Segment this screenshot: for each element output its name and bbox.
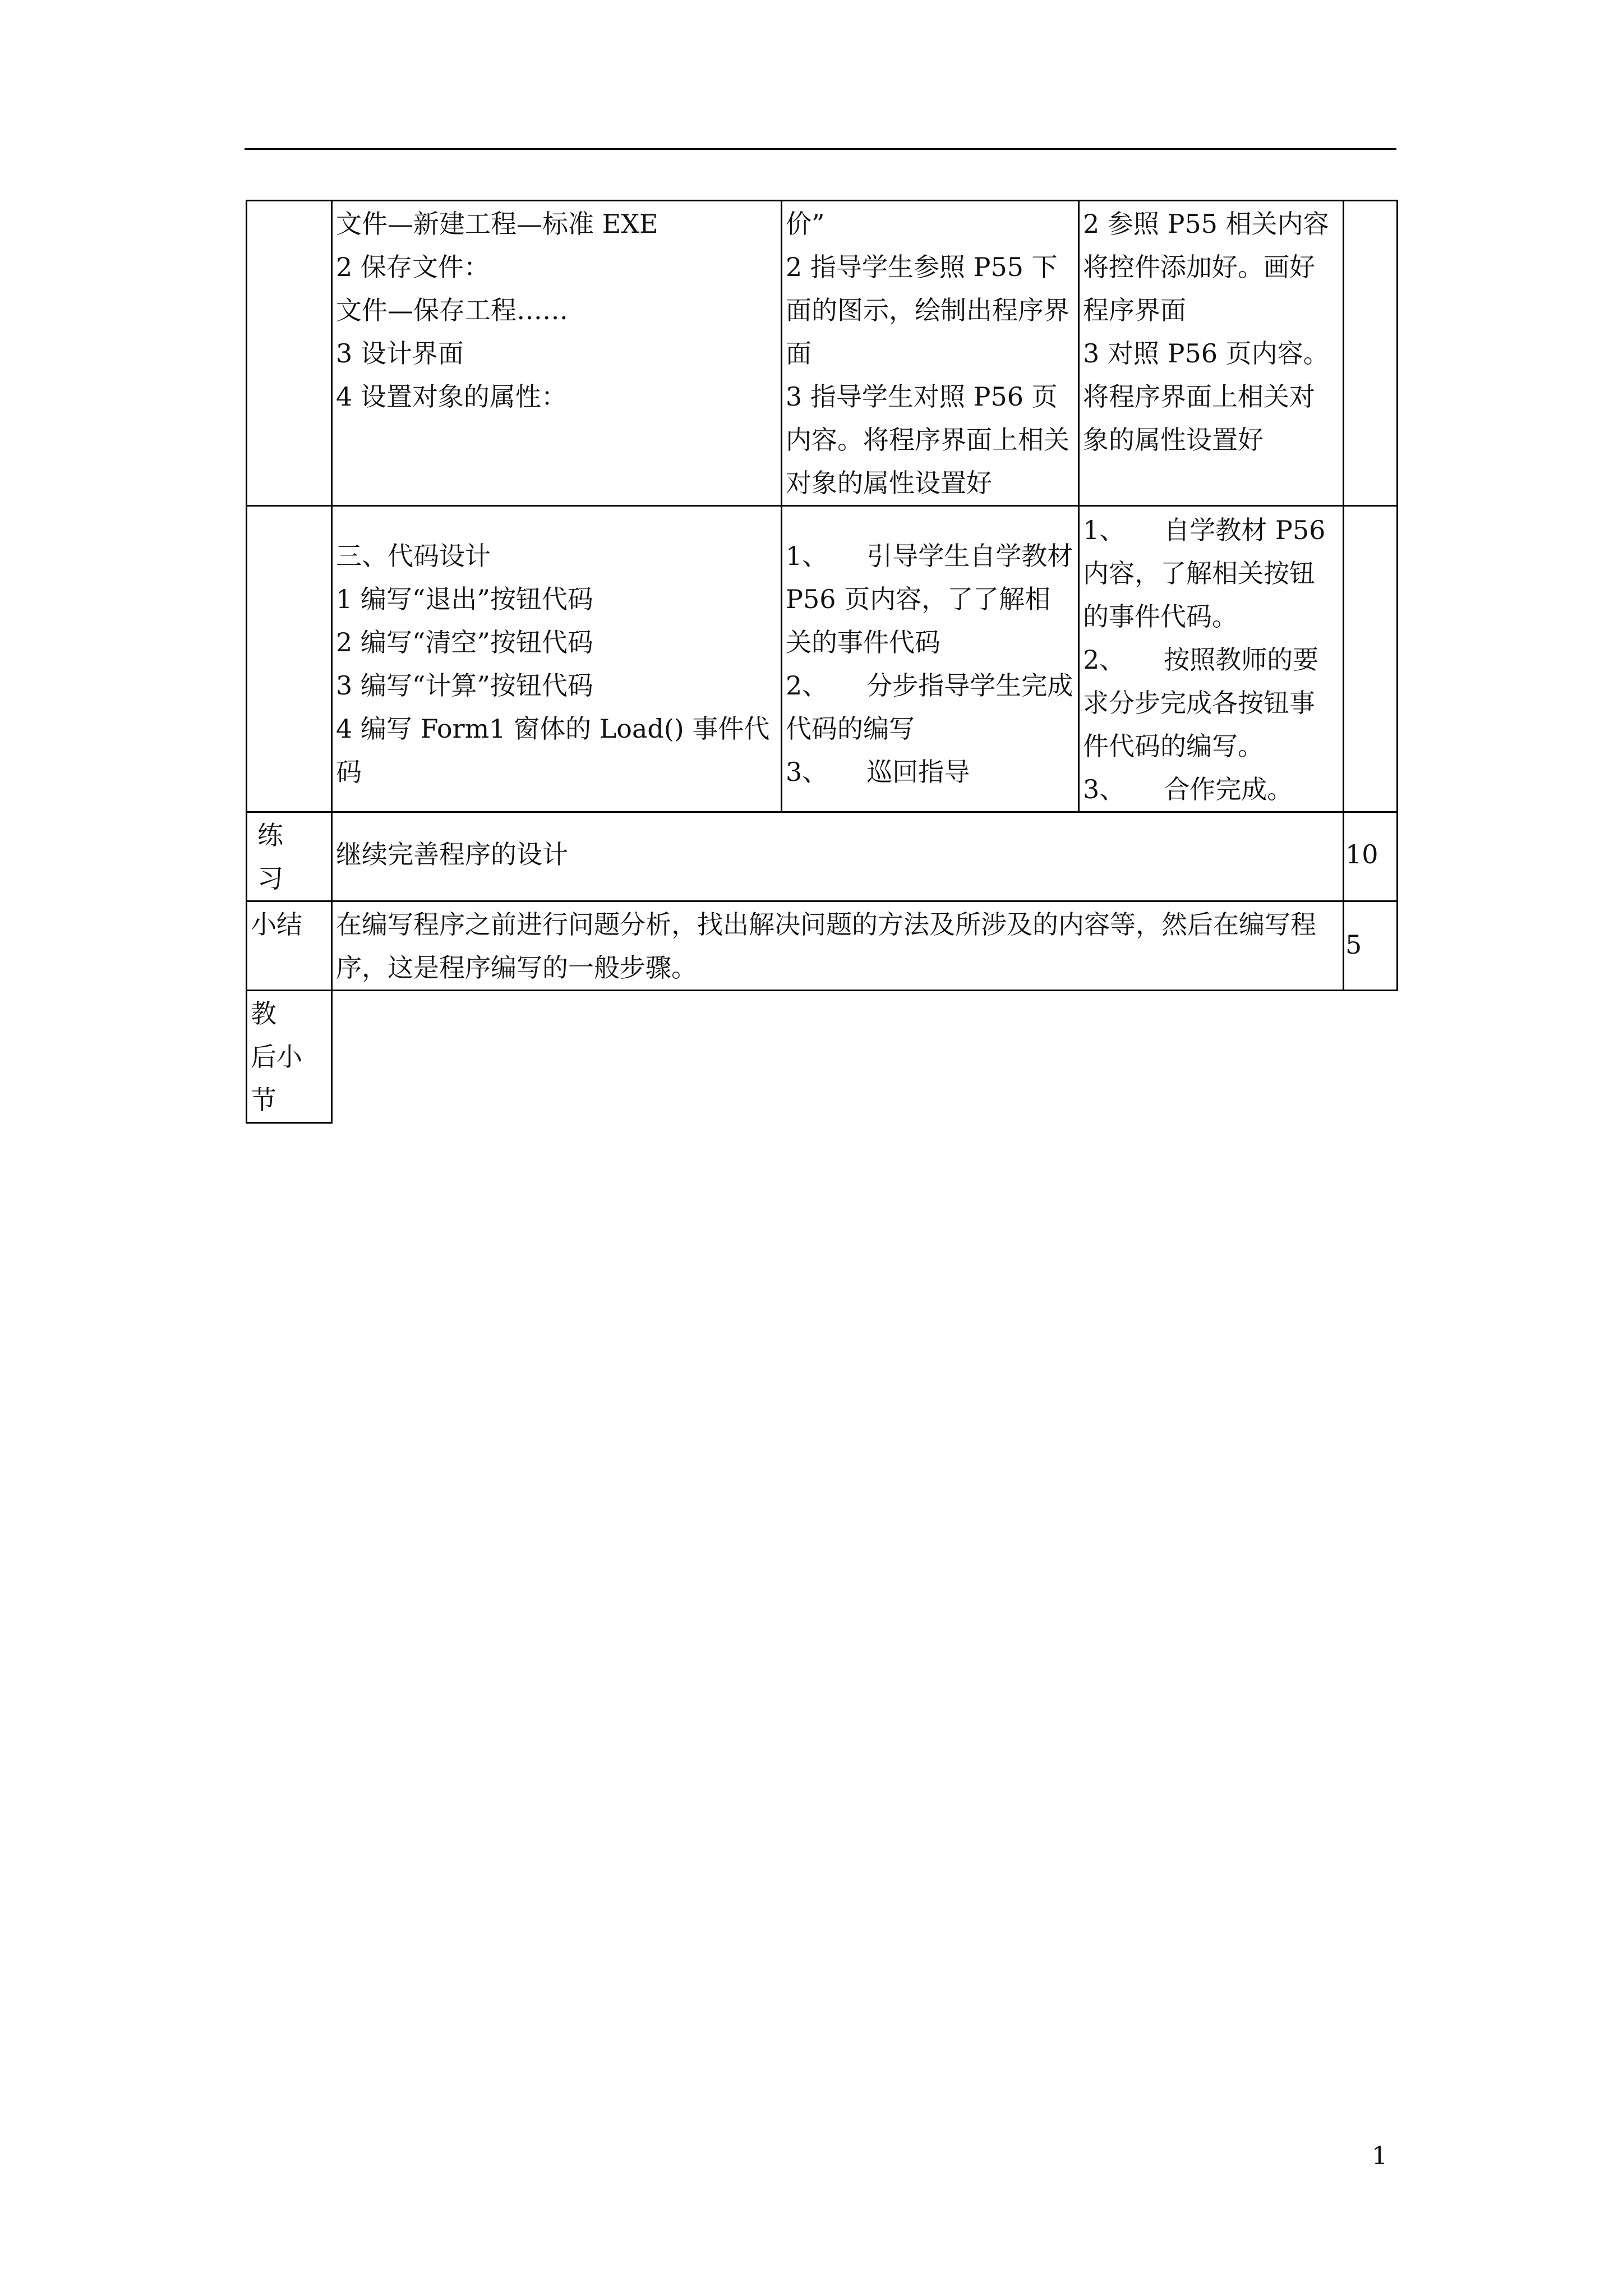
student-activity-text: 2 参照 P55 相关内容将控件添加好。画好程序界面 3 对照 P56 页内容。将程序界面上相关对象的属性设置好 [1083, 209, 1329, 455]
time-cell [1344, 201, 1398, 506]
student-activity-cell [1079, 201, 1344, 506]
student-step: 2、 按照教师的要求分步完成各按钮事件代码的编写。 [1083, 645, 1319, 761]
step-line: 4 设置对象的属性： [336, 381, 567, 412]
practice-label: 练 习 [257, 820, 309, 894]
student-step: 1、 自学教材 P56 内容，了解相关按钮的事件代码。 [1083, 515, 1326, 632]
table-row-code-design [247, 506, 1398, 812]
practice-time-cell [1344, 812, 1398, 901]
code-step-line: 4 编写 Form1 窗体的 Load() 事件代码 [336, 714, 770, 787]
summary-label: 小结 [251, 909, 302, 940]
summary-content: 在编写程序之前进行问题分析，找出解决问题的方法及所涉及的内容等，然后在编写程序，这是程序编写的一般步骤。 [336, 909, 1316, 983]
practice-label-cell [247, 812, 332, 901]
table-row-practice [247, 812, 1398, 901]
code-step-line: 1 编写“退出”按钮代码 [336, 584, 593, 614]
time-cell [1344, 506, 1398, 812]
student-activity-cell [1079, 506, 1344, 812]
summary-time-cell [1344, 901, 1398, 991]
lesson-plan-table [246, 200, 1398, 1124]
student-step: 3、 合作完成。 [1083, 774, 1293, 804]
section-label-cell [247, 506, 332, 812]
header-rule [245, 148, 1396, 150]
teacher-activity-cell [782, 506, 1079, 812]
summary-content-cell [332, 901, 1344, 991]
reflection-label-cell [247, 991, 332, 1123]
practice-content: 继续完善程序的设计 [336, 839, 568, 869]
teacher-activity-cell [782, 201, 1079, 506]
table-row-summary [247, 901, 1398, 991]
content-cell-code [332, 506, 782, 812]
teacher-step: 1、 引导学生自学教材 P56 页内容，了了解相关的事件代码 [786, 541, 1073, 657]
summary-label-cell [247, 901, 332, 991]
content-cell-steps [332, 201, 782, 506]
table-row-steps [247, 201, 1398, 506]
code-step-line: 3 编写“计算”按钮代码 [336, 670, 593, 701]
step-line: 3 设计界面 [336, 338, 464, 369]
page-number: 1 [1372, 2142, 1387, 2170]
step-line: 文件—新建工程—标准 EXE [336, 209, 658, 239]
reflection-label: 教 后小节 [251, 999, 302, 1115]
reflection-blank-area [332, 991, 1398, 1123]
code-step-line: 三、代码设计 [336, 541, 491, 571]
step-line: 文件—保存工程…… [336, 295, 568, 325]
practice-time: 10 [1345, 839, 1378, 869]
step-line: 2 保存文件： [336, 252, 490, 282]
section-label-cell [247, 201, 332, 506]
code-step-line: 2 编写“清空”按钮代码 [336, 627, 593, 657]
teacher-activity-text: 价” 2 指导学生参照 P55 下面的图示，绘制出程序界面 3 指导学生对照 P56 页内容。将程序界面上相关对象的属性设置好 [786, 209, 1069, 498]
summary-time: 5 [1345, 930, 1362, 960]
teacher-step: 3、 巡回指导 [786, 757, 970, 787]
teacher-step: 2、 分步指导学生完成代码的编写 [786, 670, 1073, 744]
practice-content-cell [332, 812, 1344, 901]
table-row-reflection [247, 991, 1398, 1123]
